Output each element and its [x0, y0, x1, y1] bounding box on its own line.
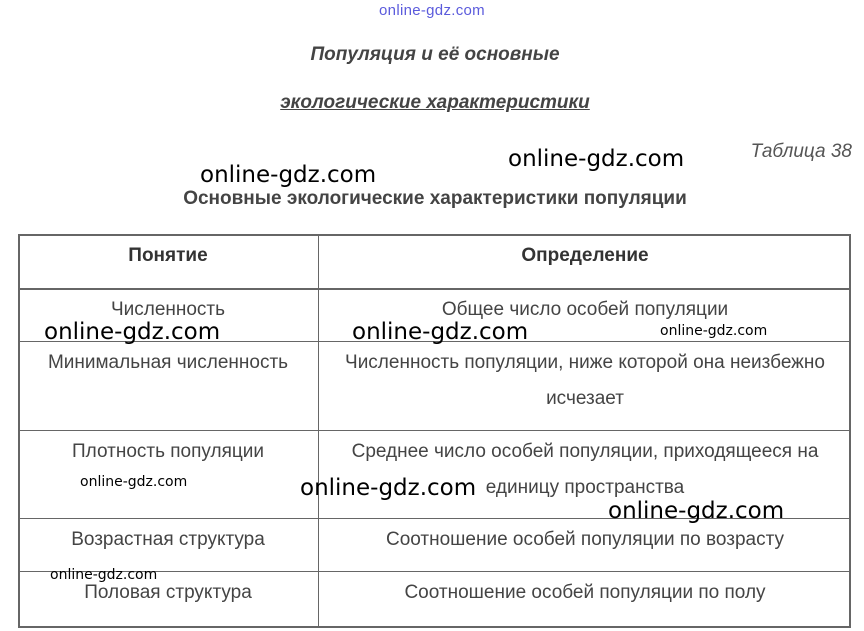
row-divider: [18, 288, 851, 290]
table-caption: Основные экологические характеристики популяции: [183, 188, 687, 209]
table-row-definition: Соотношение особей популяции по возрасту: [385, 529, 785, 550]
table-row-definition: Соотношение особей популяции по полу: [404, 582, 766, 603]
table-row-term: Половая структура: [84, 582, 252, 603]
watermark: online-gdz.com: [300, 475, 477, 501]
watermark: online-gdz.com: [50, 567, 158, 583]
table-row-term: Численность: [110, 299, 226, 320]
watermark: online-gdz.com: [508, 146, 685, 172]
column-header-definition: Определение: [521, 245, 649, 266]
watermark: online-gdz.com: [660, 323, 768, 339]
row-divider: [18, 430, 851, 431]
page-title-line-2: экологические характеристики: [280, 92, 590, 113]
watermark: online-gdz.com: [200, 162, 377, 188]
table-row-term: Плотность популяции: [72, 441, 264, 462]
table-number-label: Таблица 38: [750, 141, 852, 162]
table-row-definition: Среднее число особей популяции, приходящееся на единицу пространства: [351, 441, 819, 498]
table-row-term: Возрастная структура: [71, 529, 265, 550]
site-watermark-top: online-gdz.com: [379, 2, 485, 19]
page-title-line-1: Популяция и её основные: [310, 44, 560, 65]
watermark: online-gdz.com: [80, 474, 188, 490]
watermark: online-gdz.com: [608, 498, 785, 524]
watermark: online-gdz.com: [44, 319, 221, 345]
watermark: online-gdz.com: [352, 319, 529, 345]
table-row-term: Минимальная численность: [47, 352, 289, 373]
table-row-definition: Численность популяции, ниже которой она неизбежно исчезает: [345, 352, 825, 409]
column-header-term: Понятие: [128, 245, 208, 266]
table-row-definition: Общее число особей популяции: [441, 299, 729, 320]
